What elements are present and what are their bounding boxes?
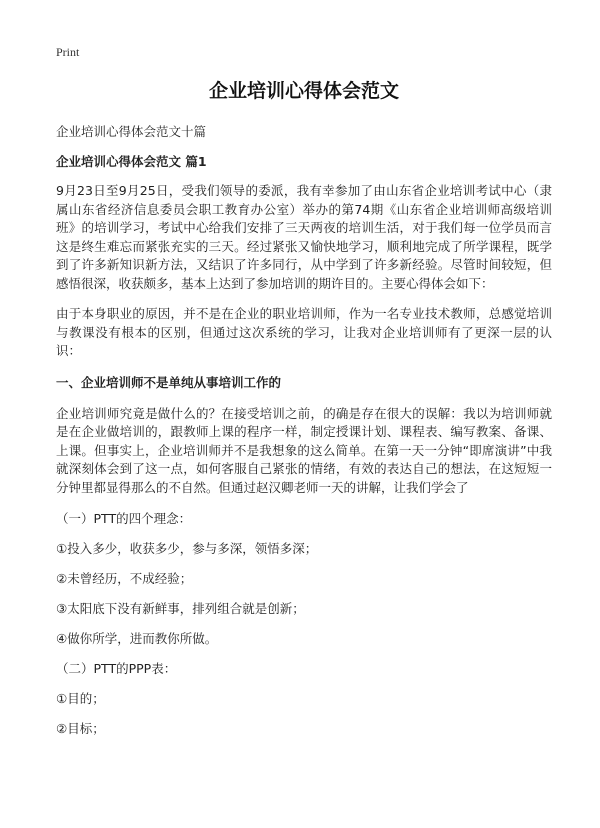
list-item: ③太阳底下没有新鲜事，排列组合就是创新； [56, 601, 305, 616]
paragraph-intro: 9月23日至9月25日，受我们领导的委派，我有幸参加了由山东省企业培训考试中心（隶属山东省经济信息委员会职工教育办公室）举办的第74期《山东省企业培训师高级培训班》的培训学习，考试中心给我们安排了三天两夜的培训生活，对于我们每一位学员而言这是终生难忘而紧张充实的三天。经过紧张又愉快地学习，顺利地完成了所学课程，既学到了许多新知识新方法，又结识了许多同行，从中学到了许多新经验。尽管时间较短，但感悟很深，收获颇多，基本上达到了参加培训的期许目的。主要心得体会如下： [56, 183, 552, 291]
list-item: （一）PTT的四个理念： [56, 511, 192, 526]
list-item: ②目标； [56, 721, 105, 736]
paragraph-background: 由于本身职业的原因，并不是在企业的职业培训师，作为一名专业技术教师，总感觉培训与教课没有根本的区别，但通过这次系统的学习，让我对企业培训师有了更深一层的认识： [56, 306, 552, 358]
list-item: ①目的； [56, 691, 105, 706]
list-item: （二）PTT的PPP表： [56, 661, 177, 676]
document-subtitle: 企业培训心得体会范文十篇 [56, 124, 207, 139]
list-item: ①投入多少，收获多少，参与多深，领悟多深； [56, 541, 318, 556]
document-body [56, 76, 552, 749]
print-link[interactable]: Print [56, 45, 80, 59]
document-title: 企业培训心得体会范文 [208, 80, 399, 102]
article-heading: 企业培训心得体会范文 篇1 [56, 154, 207, 169]
list-item: ④做你所学，进而教你所做。 [56, 631, 218, 646]
list-item: ②未曾经历，不成经验； [56, 571, 193, 586]
section-heading-1: 一、企业培训师不是单纯从事培训工作的 [56, 374, 282, 390]
paragraph-section-1: 企业培训师究竟是做什么的？在接受培训之前，的确是存在很大的误解：我以为培训师就是在企业做培训的，跟教师上课的程序一样，制定授课计划、课程表、编写教案、备课、上课。但事实上，企业培训师并不是我想象的这么简单。在第一天一分钟“即席演讲”中我就深刻体会到了这一点，如何客服自己紧张的情绪，有效的表达自己的想法，在这短短一分钟里都显得那么的不自然。但通过赵汉卿老师一天的讲解，让我们学会了 [56, 405, 552, 495]
